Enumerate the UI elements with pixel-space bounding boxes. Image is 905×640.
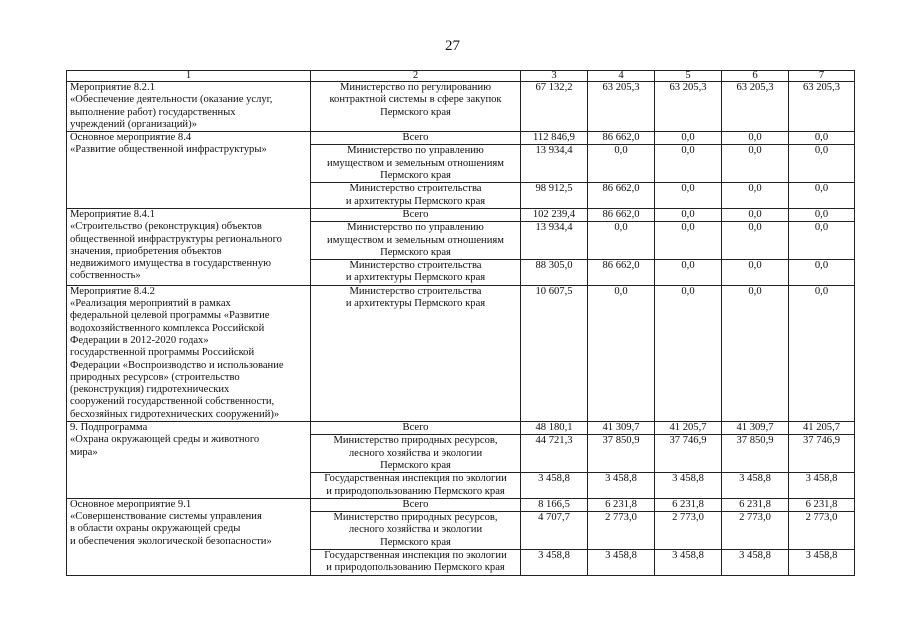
amount-cell: 6 231,8 (588, 498, 655, 511)
organization-cell: Всего (311, 422, 521, 435)
amount-cell: 6 231,8 (789, 498, 855, 511)
amount-cell: 3 458,8 (521, 549, 588, 575)
amount-cell: 3 458,8 (655, 473, 722, 499)
header-row (67, 71, 855, 82)
amount-cell: 0,0 (789, 208, 855, 221)
amount-cell: 86 662,0 (588, 208, 655, 221)
activity-description-cell: Основное мероприятие 8.4 «Развитие общественной инфраструктуры» (67, 132, 311, 209)
header-cell: 7 (789, 71, 855, 82)
amount-cell: 2 773,0 (588, 512, 655, 550)
organization-cell: Министерство строительства и архитектуры Пермского края (311, 285, 521, 421)
amount-cell: 0,0 (722, 132, 789, 145)
amount-cell: 86 662,0 (588, 132, 655, 145)
organization-cell: Всего (311, 132, 521, 145)
organization-cell: Министерство природных ресурсов, лесного хозяйства и экологии Пермского края (311, 512, 521, 550)
amount-cell: 0,0 (655, 145, 722, 183)
amount-cell: 0,0 (588, 285, 655, 421)
amount-cell: 0,0 (588, 222, 655, 260)
activity-description-cell: 9. Подпрограмма «Охрана окружающей среды и животного мира» (67, 422, 311, 499)
table-row (67, 498, 855, 511)
header-cell: 4 (588, 71, 655, 82)
amount-cell: 86 662,0 (588, 183, 655, 209)
amount-cell: 0,0 (722, 183, 789, 209)
organization-cell: Всего (311, 498, 521, 511)
amount-cell: 0,0 (722, 145, 789, 183)
amount-cell: 63 205,3 (722, 82, 789, 132)
amount-cell: 4 707,7 (521, 512, 588, 550)
amount-cell: 0,0 (789, 222, 855, 260)
budget-table (66, 70, 855, 576)
amount-cell: 88 305,0 (521, 260, 588, 286)
table-row (67, 422, 855, 435)
table-row (67, 208, 855, 221)
header-cell: 2 (311, 71, 521, 82)
organization-cell: Государственная инспекция по экологии и природопользованию Пермского края (311, 549, 521, 575)
table-row (67, 285, 855, 421)
organization-cell: Министерство строительства и архитектуры Пермского края (311, 260, 521, 286)
amount-cell: 8 166,5 (521, 498, 588, 511)
amount-cell: 0,0 (789, 132, 855, 145)
amount-cell: 41 205,7 (789, 422, 855, 435)
amount-cell: 2 773,0 (722, 512, 789, 550)
activity-description-cell: Мероприятие 8.2.1 «Обеспечение деятельности (оказание услуг, выполнение работ) государственных учреждений (организаций)» (67, 82, 311, 132)
activity-description-cell: Основное мероприятие 9.1 «Совершенствование системы управления в области охраны окружающей среды и обеспечения экологической безопасности» (67, 498, 311, 575)
amount-cell: 37 746,9 (789, 435, 855, 473)
amount-cell: 0,0 (655, 260, 722, 286)
amount-cell: 0,0 (789, 285, 855, 421)
activity-description-cell: Мероприятие 8.4.1 «Строительство (реконструкция) объектов общественной инфраструктуры регионального значения, приобретения объектов недвижимого имущества в государственную собственность» (67, 208, 311, 285)
amount-cell: 3 458,8 (722, 549, 789, 575)
amount-cell: 0,0 (722, 285, 789, 421)
organization-cell: Государственная инспекция по экологии и природопользованию Пермского края (311, 473, 521, 499)
amount-cell: 0,0 (655, 208, 722, 221)
amount-cell: 2 773,0 (789, 512, 855, 550)
amount-cell: 0,0 (655, 183, 722, 209)
amount-cell: 0,0 (588, 145, 655, 183)
amount-cell: 0,0 (655, 222, 722, 260)
amount-cell: 37 850,9 (588, 435, 655, 473)
amount-cell: 3 458,8 (655, 549, 722, 575)
amount-cell: 2 773,0 (655, 512, 722, 550)
amount-cell: 67 132,2 (521, 82, 588, 132)
amount-cell: 3 458,8 (789, 473, 855, 499)
amount-cell: 0,0 (722, 260, 789, 286)
amount-cell: 0,0 (722, 208, 789, 221)
amount-cell: 63 205,3 (655, 82, 722, 132)
amount-cell: 0,0 (655, 285, 722, 421)
amount-cell: 13 934,4 (521, 145, 588, 183)
activity-description-cell: Мероприятие 8.4.2 «Реализация мероприятий в рамках федеральной целевой программы «Развитие водохозяйственного комплекса Российской Федерации в 2012-2020 годах» государственной программы Российской Федерации «Воспроизводство и использование природных ресурсов» (строительство (реконструкция) гидротехнических сооружений государственной собственности, бесхозяйных гидротехнических сооружений)» (67, 285, 311, 421)
amount-cell: 41 309,7 (722, 422, 789, 435)
amount-cell: 0,0 (789, 183, 855, 209)
amount-cell: 0,0 (655, 132, 722, 145)
amount-cell: 63 205,3 (588, 82, 655, 132)
header-cell: 6 (722, 71, 789, 82)
organization-cell: Министерство по управлению имуществом и земельным отношениям Пермского края (311, 145, 521, 183)
organization-cell: Министерство по регулированию контрактной системы в сфере закупок Пермского края (311, 82, 521, 132)
organization-cell: Всего (311, 208, 521, 221)
amount-cell: 3 458,8 (521, 473, 588, 499)
amount-cell: 0,0 (789, 145, 855, 183)
amount-cell: 6 231,8 (655, 498, 722, 511)
amount-cell: 102 239,4 (521, 208, 588, 221)
organization-cell: Министерство по управлению имуществом и земельным отношениям Пермского края (311, 222, 521, 260)
amount-cell: 10 607,5 (521, 285, 588, 421)
amount-cell: 3 458,8 (588, 549, 655, 575)
amount-cell: 112 846,9 (521, 132, 588, 145)
table-row (67, 82, 855, 132)
amount-cell: 48 180,1 (521, 422, 588, 435)
amount-cell: 98 912,5 (521, 183, 588, 209)
amount-cell: 41 205,7 (655, 422, 722, 435)
amount-cell: 13 934,4 (521, 222, 588, 260)
organization-cell: Министерство строительства и архитектуры Пермского края (311, 183, 521, 209)
header-cell: 3 (521, 71, 588, 82)
amount-cell: 6 231,8 (722, 498, 789, 511)
amount-cell: 0,0 (722, 222, 789, 260)
amount-cell: 3 458,8 (789, 549, 855, 575)
organization-cell: Министерство природных ресурсов, лесного хозяйства и экологии Пермского края (311, 435, 521, 473)
amount-cell: 3 458,8 (722, 473, 789, 499)
page-number: 27 (445, 38, 460, 54)
amount-cell: 37 746,9 (655, 435, 722, 473)
amount-cell: 3 458,8 (588, 473, 655, 499)
amount-cell: 44 721,3 (521, 435, 588, 473)
amount-cell: 63 205,3 (789, 82, 855, 132)
amount-cell: 0,0 (789, 260, 855, 286)
amount-cell: 86 662,0 (588, 260, 655, 286)
header-cell: 5 (655, 71, 722, 82)
table-row (67, 132, 855, 145)
header-cell: 1 (67, 71, 311, 82)
amount-cell: 37 850,9 (722, 435, 789, 473)
amount-cell: 41 309,7 (588, 422, 655, 435)
